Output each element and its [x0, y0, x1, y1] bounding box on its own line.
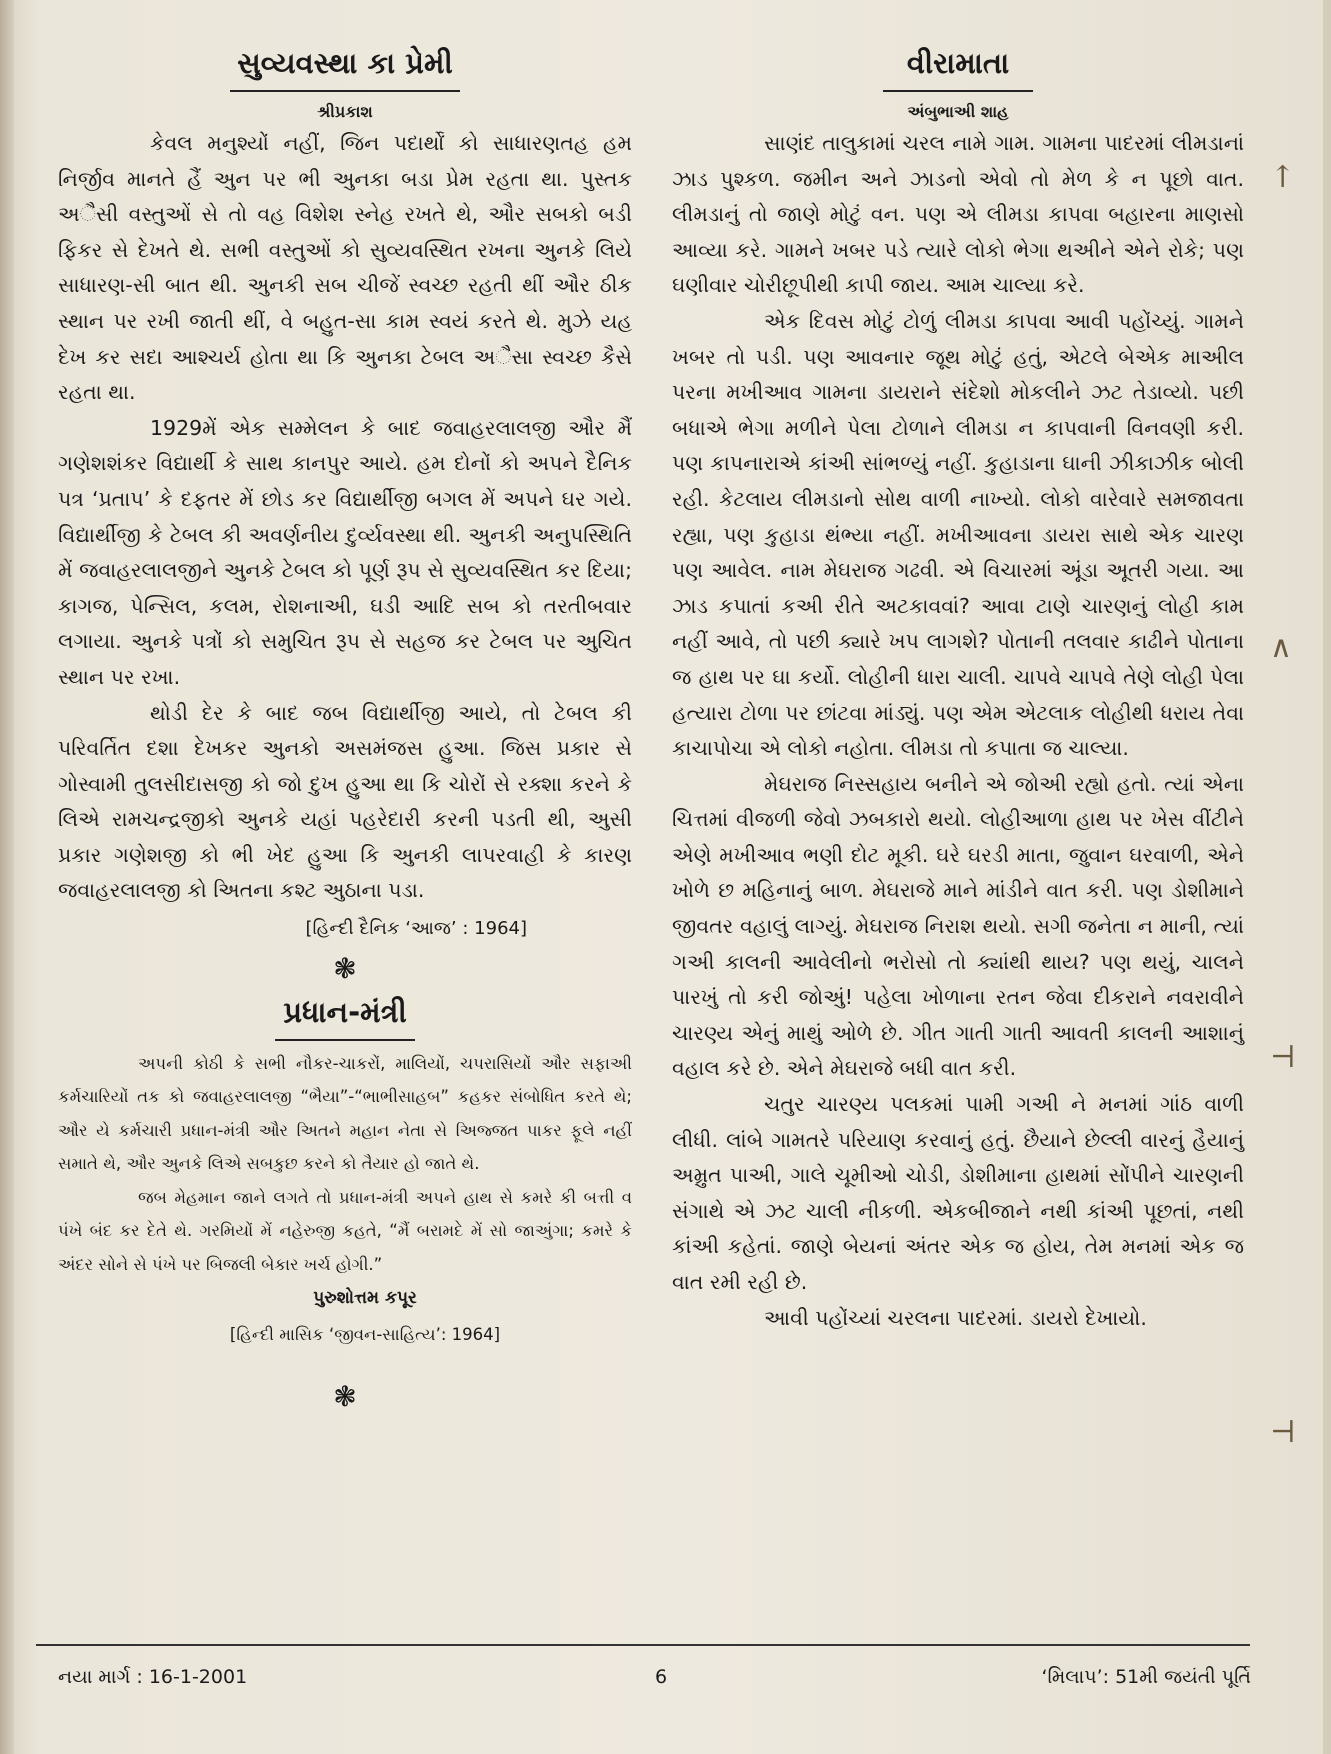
left-title-rule — [230, 90, 460, 92]
left-article-author: શ્રીપ્રકાશ — [317, 102, 373, 121]
margin-pen-mark-icon: ↑ — [1270, 160, 1296, 195]
flower-ornament-icon: ❃ — [333, 952, 357, 986]
left-paragraph: 1929મેં એક સમ્મેલન કે બાદ જવાહરલાલજી ઔર મૈં ગણેશશંકર વિદ્યાર્થી કે સાથ કાનપુર આયે. હમ દોનોં કો અપને દૈનિક પત્ર ‘પ્રતાપ’ કે દફતર મેં છોડ કર વિદ્યાર્થીજી બગલ મેં અપને ઘર ગયે. વિદ્યાર્થીજી કે ટેબલ કી અવર્ણનીય દુર્વ્યવસ્થા થી. અુનકી અનુપસ્થિતિ મેં જવાહરલાલજીને અુનકે ટેબલ કો પૂર્ણ રૂપ સે સુવ્યવસ્થિત કર દિયા; કાગજ, પેન્સિલ, કલમ, રોશનાઅી, ઘડી આદિ સબ કો તરતીબવાર લગાયા. અુનકે પત્રોં કો સમુચિત રૂપ સે સહજ કર ટેબલ પર અુચિત સ્થાન પર રખા. — [58, 415, 632, 689]
second-article-title: પ્રધાન-મંત્રી — [283, 995, 407, 1030]
right-paragraph: મેઘરાજ નિસ્સહાય બનીને એ જોઅી રહ્યો હતો. ત્યાં એના ચિત્તમાં વીજળી જેવો ઝબકારો થયો. લોહીઆળા હાથ પર ખેસ વીંટીને એણે મખીઆવ ભણી દોટ મૂકી. ઘરે ઘરડી માતા, જુવાન ઘરવાળી, એને ખોળે છ મહિનાનું બાળ. મેઘરાજે માને માંડીને વાત કરી. પણ ડોશીમાને જીવતર વહાલું લાગ્યું. મેઘરાજ નિરાશ થયો. સગી જનેતા ન માની, ત્યાં ગઅી કાલની આવેલીનો ભરોસો તો ક્યાંથી થાય? પણ થયું, ચાલને પારખું તો કરી જોઅું! પહેલા ખોળાના રતન જેવા દીકરાને નવરાવીને ચારણ્ય એનું માથું ઓળે છે. ગીત ગાતી ગાતી આવતી કાલની આશાનું વહાલ કરે છે. એને મેઘરાજે બધી વાત કરી. — [672, 771, 1244, 1081]
page-right-edge — [1323, 0, 1331, 1754]
right-paragraph: સાણંદ તાલુકામાં ચરલ નામે ગામ. ગામના પાદરમાં લીમડાનાં ઝાડ પુશ્કળ. જમીન અને ઝાડનો એવો તો મેળ કે ન પૂછો વાત. લીમડાનું તો જાણે મોટું વન. પણ એ લીમડા કાપવા બહારના માણસો આવ્યા કરે. ગામને ખબર પડે ત્યારે લોકો ભેગા થઅીને એને રોકે; પણ ઘણીવાર ચોરીછૂપીથી કાપી જાય. આમ ચાલ્યા કરે. — [672, 131, 1244, 298]
second-article-attribution: પુરુશોત્તમ કપૂર — [313, 1287, 417, 1308]
second-article-paragraph: જબ મેહમાન જાને લગતે તો પ્રધાન-મંત્રી અપને હાથ સે કમરે કી બત્તી વ પંખે બંદ કર દેતે થે. ગરમિયોં મેં નહેરુજી કહતે, “મૈં બરામદે મેં સો જાઅુંગા; કમરે કે અંદર સોને સે પંખે પર બિજલી બેકાર ખર્ચ હોગી.” — [58, 1187, 632, 1274]
margin-pen-mark-icon: ⊣ — [1270, 1415, 1296, 1450]
right-article-author: અંબુભાઅી શાહ — [907, 102, 1009, 121]
right-paragraph: આવી પહોંચ્યાં ચરલના પાદરમાં. ડાયરો દેખાયો. — [764, 1305, 1147, 1330]
page-binding-edge — [0, 0, 14, 1754]
footer-rule — [36, 1644, 1250, 1646]
right-paragraph: એક દિવસ મોટું ટોળું લીમડા કાપવા આવી પહોંચ્યું. ગામને ખબર તો પડી. પણ આવનાર જૂથ મોટું હતું, એટલે બેએક માઅીલ પરના મખીઆવ ગામના ડાયરાને સંદેશો મોકલીને ઝટ તેડાવ્યો. પછી બધાએ ભેગા મળીને પેલા ટોળાને લીમડા ન કાપવાની વિનવણી કરી. પણ કાપનારાએ કાંઅી સાંભળ્યું નહીં. કુહાડાના ઘાની ઝીકાઝીક બોલી રહી. કેટલાય લીમડાનો સોથ વાળી નાખ્યો. લોકો વારેવારે સમજાવતા રહ્યા, પણ કુહાડા થંભ્યા નહીં. મખીઆવના ડાયરા સાથે એક ચારણ પણ આવેલ. નામ મેઘરાજ ગઢવી. એ વિચારમાં અૂંડા અૂતરી ગયા. આ ઝાડ કપાતાં કઅી રીતે અટકાવવાં? આવા ટાણે ચારણનું લોહી કામ નહીં આવે, તો પછી ક્યારે ખપ લાગશે? પોતાની તલવાર કાઢીને પોતાના જ હાથ પર ઘા કર્યો. લોહીની ધારા ચાલી. ચાપવે ચાપવે તેણે લોહી પેલા હત્યારા ટોળા પર છાંટવા માંડ્યું. પણ એમ એટલાક લોહીથી ધરાય તેવા કાચાપોચા એ લોકો નહોતા. લીમડા તો કપાતા જ ચાલ્યા. — [672, 308, 1244, 761]
end-flower-ornament-icon: ❃ — [333, 1379, 357, 1413]
second-article-source: [હિન્દી માસિક ‘જીવન-સાહિત્ય’: 1964] — [229, 1324, 501, 1344]
margin-pen-mark-icon: ⊣ — [1270, 1040, 1296, 1075]
left-article-title: સુવ્યવસ્થા કા પ્રેમી — [237, 46, 453, 80]
second-title-rule — [275, 1039, 415, 1041]
footer-publication: નયા માર્ગ : 16-1-2001 — [58, 1666, 248, 1688]
right-paragraph: ચતુર ચારણ્ય પલકમાં પામી ગઅી ને મનમાં ગાંઠ વાળી લીધી. લાંબે ગામતરે પરિયાણ કરવાનું હતું. છૈયાને છેલ્લી વારનું હૈયાનું અમ્રુત પાઅી, ગાલે ચૂમીઓ ચોડી, ડોશીમાના હાથમાં સોંપીને ચારણની સંગાથે એ ઝટ ચાલી નીકળી. એકબીજાને નથી કાંઅી પૂછતાં, નથી કાંઅી કહેતાં. જાણે બેયનાં અંતર એક જ હોય, તેમ મનમાં એક જ વાત રમી રહી છે. — [672, 1092, 1244, 1294]
right-title-rule — [883, 90, 1033, 92]
left-paragraph: કેવલ મનુશ્યોં નહીં, જિન પદાર્થોં કો સાધારણતહ હમ નિર્જીવ માનતે હૈં અુન પર ભી અુનકા બડા પ્રેમ રહતા થા. પુસ્તક અૈસી વસ્તુઓં સે તો વહ વિશેશ સ્નેહ રખતે થે, ઔર સબકો બડી ફિકર સે દેખતે થે. સભી વસ્તુઓં કો સુવ્યવસ્થિત રખના અુનકે લિયે સાધારણ-સી બાત થી. અુનકી સબ ચીજેં સ્વચ્છ રહતી થીં ઔર ઠીક સ્થાન પર રખી જાતી થીં, વે બહુત-સા કામ સ્વયં કરતે થે. મુઝે યહ દેખ કર સદા આશ્ચર્ય હોતા થા કિ અુનકા ટેબલ અૈસા સ્વચ્છ કૈસે રહતા થા. — [58, 131, 632, 405]
footer-supplement: ‘મિલાપ’: 51મી જયંતી પૂર્તિ — [1041, 1666, 1251, 1688]
left-article-source: [હિન્દી દૈનિક ‘આજ’ : 1964] — [305, 918, 527, 940]
right-column — [672, 40, 1244, 1336]
right-article-title: વીરામાતા — [906, 46, 1010, 80]
page-number: 6 — [655, 1666, 668, 1688]
left-paragraph: થોડી દેર કે બાદ જબ વિદ્યાર્થીજી આયે, તો ટેબલ કી પરિવર્તિત દશા દેખકર અુનકો અસમંજસ હુઆ. જિસ પ્રકાર સે ગોસ્વામી તુલસીદાસજી કો જો દુખ હુઆ થા કિ ચોરોં સે રક્શા કરને કે લિએ રામચન્દ્રજીકો અુનકે યહાં પહરેદારી કરની પડતી થી, અુસી પ્રકાર ગણેશજી કો ભી ખેદ હુઆ કિ અુનકી લાપરવાહી કે કારણ જવાહરલાલજી કો અિતના કશ્ટ અુઠાના પડા. — [58, 700, 632, 903]
second-article-paragraph: અપની કોઠી કે સભી નૌકર-ચાકરોં, માલિયોં, ચપરાસિયોં ઔર સફાઅી કર્મચારિયોં તક કો જવાહરલાલજી “ભૈયા”-“ભાભીસાહબ” કહકર સંબોધિત કરતે થે; ઔર યે કર્મચારી પ્રધાન-મંત્રી ઔર અિતને મહાન નેતા સે અિજ્જત પાકર ફૂલે નહીં સમાતે થે, ઔર અુનકે લિએ સબકુછ કરને કો તૈયાર હો જાતે થે. — [58, 1054, 632, 1174]
left-column — [58, 40, 632, 1417]
margin-pen-mark-icon: ∧ — [1270, 630, 1292, 665]
